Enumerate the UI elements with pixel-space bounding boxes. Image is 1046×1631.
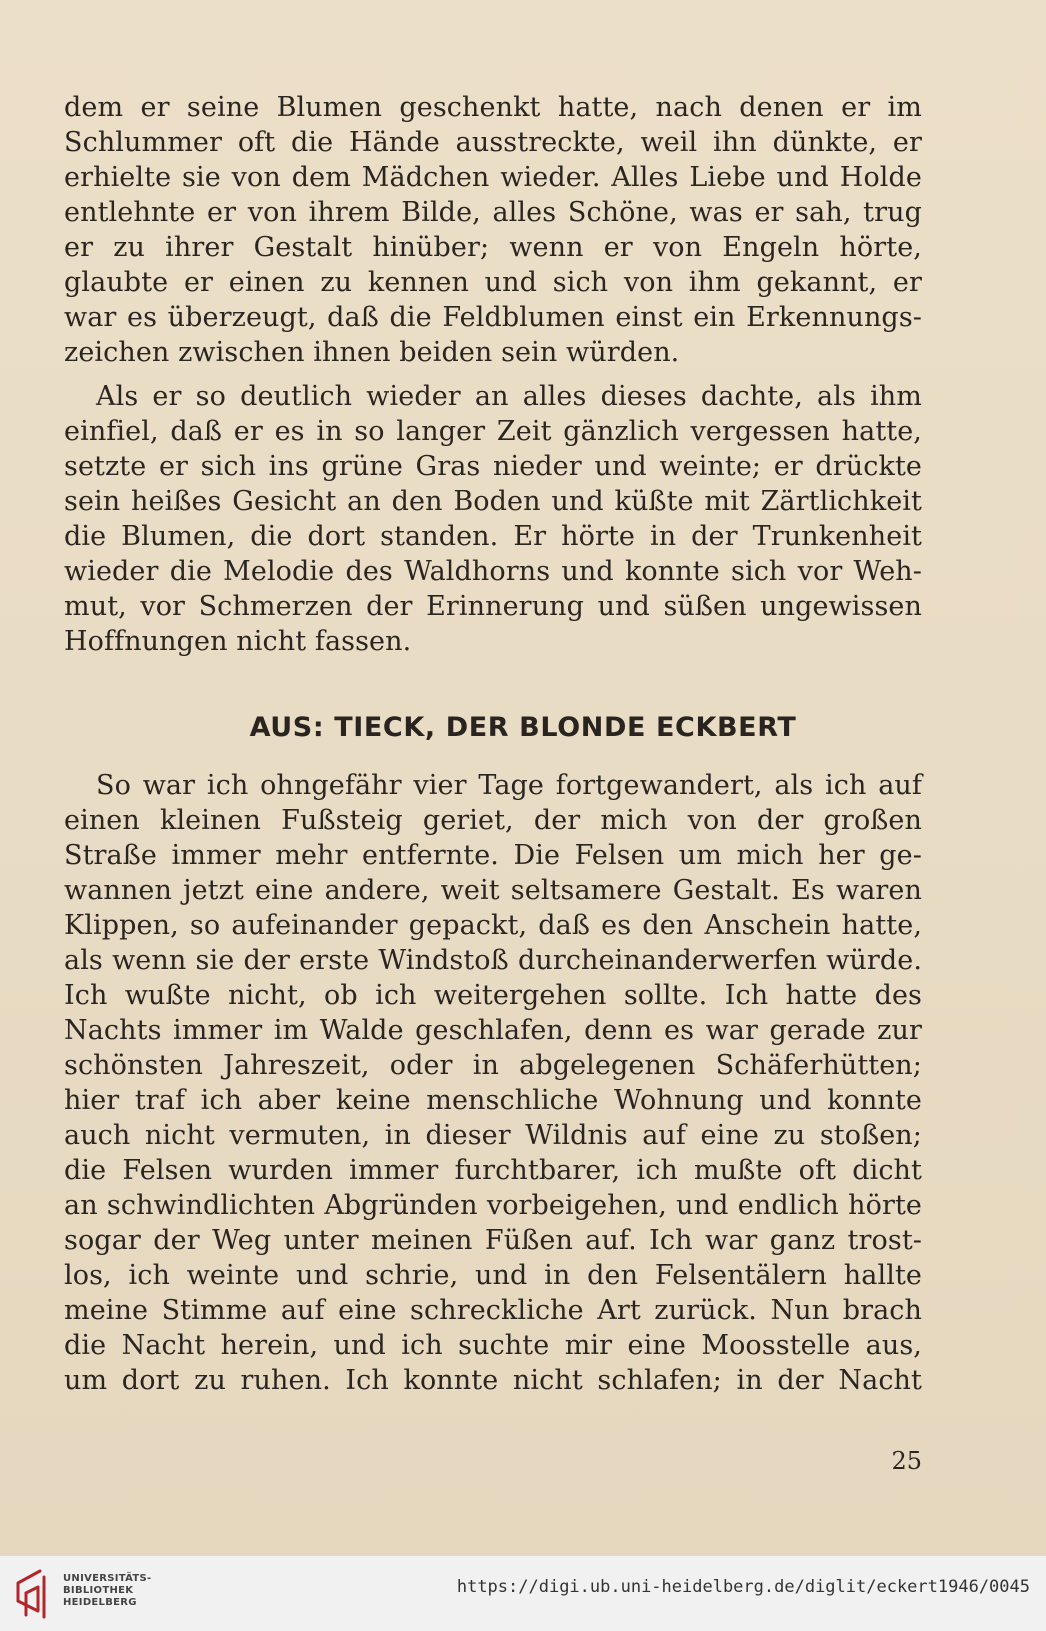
source-url-link[interactable]: https://digi.ub.uni-heidelberg.de/diglit/eckert1946/0045 xyxy=(456,1577,1030,1597)
text-line: die Felsen wurden immer furchtbarer, ich mußte oft dicht xyxy=(64,1155,922,1186)
text-line: war es überzeugt, daß die Feldblumen einst ein Erkennungs- xyxy=(64,302,922,333)
section-heading: AUS: TIECK, DER BLONDE ECKBERT xyxy=(249,712,797,743)
text-line: Klippen, so aufeinander gepackt, daß es den Anschein hatte, xyxy=(64,910,922,941)
text-line: auch nicht vermuten, in dieser Wildnis auf eine zu stoßen; xyxy=(64,1120,922,1151)
text-line: mut, vor Schmerzen der Erinnerung und süßen ungewissen xyxy=(64,591,922,622)
text-line: entlehnte er von ihrem Bilde, alles Schöne, was er sah, trug xyxy=(64,197,922,228)
paragraph-1 xyxy=(64,90,922,370)
text-line: an schwindlichten Abgründen vorbeigehen, und endlich hörte xyxy=(64,1190,922,1221)
text-line: schönsten Jahreszeit, oder in abgelegenen Schäferhütten; xyxy=(64,1050,922,1081)
text-line: die Nacht herein, und ich suchte mir eine Moosstelle aus, xyxy=(64,1330,922,1361)
text-line: sein heißes Gesicht an den Boden und küßte mit Zärtlichkeit xyxy=(64,486,922,517)
text-line: glaubte er einen zu kennen und sich von ihm gekannt, er xyxy=(64,267,922,298)
text-line: zeichen zwischen ihnen beiden sein würden. xyxy=(64,337,680,368)
text-line: die Blumen, die dort standen. Er hörte in der Trunkenheit xyxy=(64,521,922,552)
text-line: So war ich ohngefähr vier Tage fortgewandert, als ich auf xyxy=(96,770,922,801)
page-number: 25 xyxy=(891,1447,922,1475)
text-line: wieder die Melodie des Waldhorns und konnte sich vor Weh- xyxy=(64,556,922,587)
text-line: los, ich weinte und schrie, und in den Felsentälern hallte xyxy=(64,1260,922,1291)
text-line: Schlummer oft die Hände ausstreckte, weil ihn dünkte, er xyxy=(64,127,922,158)
text-line: als wenn sie der erste Windstoß durcheinanderwerfen würde. xyxy=(64,945,922,976)
text-line: sogar der Weg unter meinen Füßen auf. Ich war ganz trost- xyxy=(64,1225,922,1256)
footer-bar xyxy=(0,1555,1046,1631)
text-line: hier traf ich aber keine menschliche Wohnung und konnte xyxy=(64,1085,922,1116)
paragraph-2 xyxy=(64,379,922,659)
logo-text-line: UNIVERSITÄTS- xyxy=(63,1573,152,1584)
text-line: einen kleinen Fußsteig geriet, der mich von der großen xyxy=(64,805,922,836)
text-line: einfiel, daß er es in so langer Zeit gänzlich vergessen hatte, xyxy=(64,416,922,447)
logo-text-line: BIBLIOTHEK xyxy=(63,1585,134,1596)
text-line: wannen jetzt eine andere, weit seltsamere Gestalt. Es waren xyxy=(64,875,922,906)
text-line: setzte er sich ins grüne Gras nieder und weinte; er drückte xyxy=(64,451,922,482)
text-line: meine Stimme auf eine schreckliche Art zurück. Nun brach xyxy=(64,1295,922,1326)
text-line: er zu ihrer Gestalt hinüber; wenn er von Engeln hörte, xyxy=(64,232,922,263)
text-line: Als er so deutlich wieder an alles dieses dachte, als ihm xyxy=(96,381,922,412)
text-line: erhielte sie von dem Mädchen wieder. Alles Liebe und Holde xyxy=(64,162,922,193)
library-logo-icon xyxy=(10,1567,54,1621)
library-logo-text xyxy=(63,1573,152,1609)
text-line: dem er seine Blumen geschenkt hatte, nach denen er im xyxy=(64,92,922,123)
text-line: Straße immer mehr entfernte. Die Felsen um mich her ge- xyxy=(64,840,922,871)
paragraph-3 xyxy=(64,768,922,1398)
logo-text-line: HEIDELBERG xyxy=(63,1597,137,1608)
text-line: Ich wußte nicht, ob ich weitergehen sollte. Ich hatte des xyxy=(64,980,922,1011)
text-line: Nachts immer im Walde geschlafen, denn es war gerade zur xyxy=(64,1015,922,1046)
text-line: Hoffnungen nicht fassen. xyxy=(64,626,412,657)
text-line: um dort zu ruhen. Ich konnte nicht schlafen; in der Nacht xyxy=(64,1365,922,1396)
